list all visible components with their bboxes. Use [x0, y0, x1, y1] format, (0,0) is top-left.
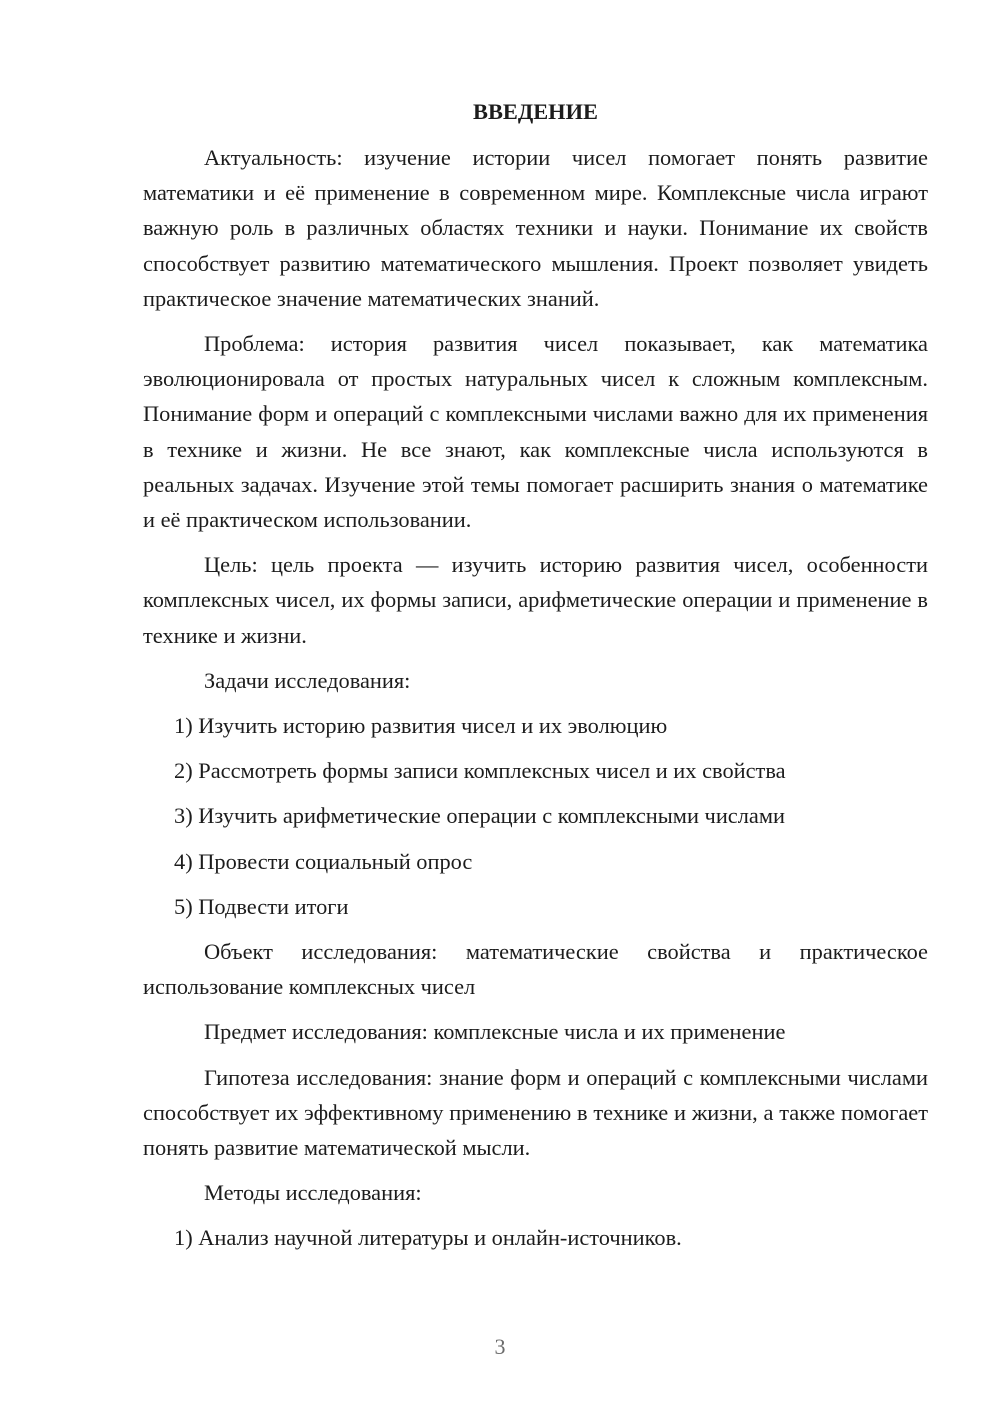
list-item: 5) Подвести итоги — [174, 893, 349, 919]
paragraph-problem: Проблема: история развития чисел показывает, как математика эволюционировала от простых натуральных чисел к сложным комплексным. Понимание форм и операций с комплексными числами важно для их применения в технике и жизни. Не все знают, как комплексные числа используются в реальных задачах. Изучение этой темы помогает расширить знания о математике и её практическом использовании. — [143, 331, 928, 533]
tasks-title: Задачи исследования: — [204, 667, 411, 693]
paragraph-goal: Цель: цель проекта — изучить историю развития чисел, особенности комплексных чисел, их формы записи, арифметические операции и применение в технике и жизни. — [143, 552, 928, 648]
methods-list — [143, 1220, 928, 1255]
paragraph-subject: Предмет исследования: комплексные числа и их применение — [204, 1019, 786, 1045]
list-item: 2) Рассмотреть формы записи комплексных чисел и их свойства — [174, 758, 786, 784]
list-item: 3) Изучить арифметические операции с комплексными числами — [174, 803, 785, 829]
tasks-list — [143, 708, 928, 924]
methods-title: Методы исследования: — [204, 1180, 422, 1206]
page-number: 3 — [494, 1334, 506, 1359]
list-item: 1) Анализ научной литературы и онлайн-источников. — [174, 1225, 682, 1251]
paragraph-object: Объект исследования: математические свойства и практическое использование комплексных чисел — [143, 939, 928, 1000]
page-content — [143, 94, 928, 1266]
paragraph-hypothesis: Гипотеза исследования: знание форм и операций с комплексными числами способствует их эффективному применению в технике и жизни, а также помогает понять развитие математической мысли. — [143, 1064, 928, 1161]
paragraph-relevance: Актуальность: изучение истории чисел помогает понять развитие математики и её применение в современном мире. Комплексные числа играют важную роль в различных областях техники и науки. Понимание их свойств способствует развитию математического мышления. Проект позволяет увидеть практическое значение математических знаний. — [143, 145, 928, 311]
section-heading: ВВЕДЕНИЕ — [473, 99, 598, 124]
list-item: 4) Провести социальный опрос — [174, 848, 473, 874]
list-item: 1) Изучить историю развития чисел и их эволюцию — [174, 713, 668, 739]
